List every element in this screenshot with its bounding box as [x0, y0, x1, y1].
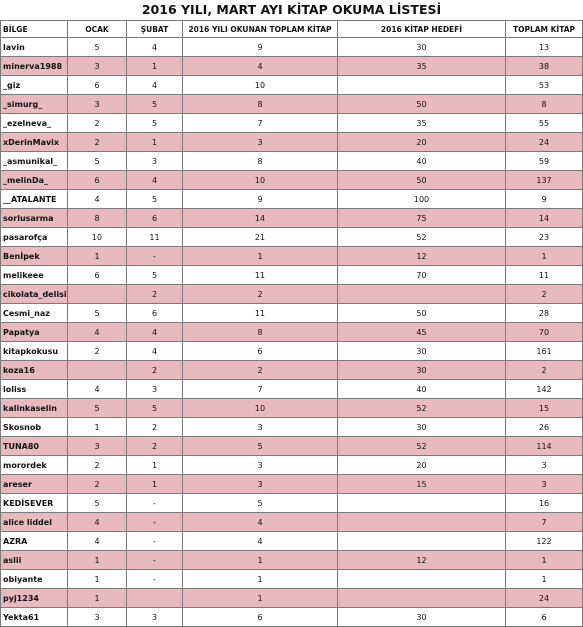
cell-total-books: 9 — [506, 190, 583, 209]
table-row — [1, 95, 583, 114]
cell-year-total: 11 — [183, 304, 338, 323]
cell-year-goal: 12 — [338, 247, 506, 266]
cell-year-goal — [338, 532, 506, 551]
cell-name: melikeee — [1, 266, 68, 285]
cell-year-goal: 20 — [338, 456, 506, 475]
header-name: BİLGE — [1, 21, 68, 38]
cell-february: 5 — [127, 266, 183, 285]
cell-name: areser — [1, 475, 68, 494]
cell-january: 1 — [68, 418, 127, 437]
table-row — [1, 399, 583, 418]
cell-february: - — [127, 570, 183, 589]
cell-total-books: 142 — [506, 380, 583, 399]
cell-year-total: 4 — [183, 532, 338, 551]
cell-total-books: 16 — [506, 494, 583, 513]
cell-january: 1 — [68, 589, 127, 608]
cell-year-goal: 35 — [338, 114, 506, 133]
cell-name: Cesmi_naz — [1, 304, 68, 323]
cell-february: 2 — [127, 418, 183, 437]
cell-january: 1 — [68, 247, 127, 266]
cell-total-books: 2 — [506, 285, 583, 304]
cell-name: TUNA80 — [1, 437, 68, 456]
cell-year-total: 7 — [183, 114, 338, 133]
cell-year-total: 10 — [183, 399, 338, 418]
cell-year-goal: 20 — [338, 133, 506, 152]
cell-name: aslii — [1, 551, 68, 570]
cell-name: alice liddel — [1, 513, 68, 532]
table-row — [1, 437, 583, 456]
cell-total-books: 53 — [506, 76, 583, 95]
cell-total-books: 24 — [506, 589, 583, 608]
cell-total-books: 14 — [506, 209, 583, 228]
cell-january: 3 — [68, 95, 127, 114]
table-body — [1, 38, 583, 627]
cell-name: Skosnob — [1, 418, 68, 437]
cell-year-goal: 40 — [338, 380, 506, 399]
table-row — [1, 114, 583, 133]
cell-name: Benİpek — [1, 247, 68, 266]
cell-total-books: 122 — [506, 532, 583, 551]
cell-total-books: 6 — [506, 608, 583, 627]
cell-february — [127, 589, 183, 608]
cell-total-books: 1 — [506, 551, 583, 570]
cell-february: - — [127, 551, 183, 570]
cell-year-total: 1 — [183, 589, 338, 608]
cell-total-books: 2 — [506, 361, 583, 380]
cell-year-total: 3 — [183, 133, 338, 152]
cell-february: 1 — [127, 456, 183, 475]
cell-total-books: 3 — [506, 456, 583, 475]
cell-name: _asmunikal_ — [1, 152, 68, 171]
cell-january: 5 — [68, 152, 127, 171]
cell-name: koza16 — [1, 361, 68, 380]
cell-january: 4 — [68, 190, 127, 209]
header-year-total: 2016 YILI OKUNAN TOPLAM KİTAP — [183, 21, 338, 38]
cell-january: 4 — [68, 323, 127, 342]
cell-year-goal: 30 — [338, 418, 506, 437]
cell-name: morordek — [1, 456, 68, 475]
header-january: OCAK — [68, 21, 127, 38]
cell-year-total: 6 — [183, 608, 338, 627]
cell-year-total: 3 — [183, 475, 338, 494]
cell-name: kalinkaselin — [1, 399, 68, 418]
cell-total-books: 1 — [506, 570, 583, 589]
cell-total-books: 8 — [506, 95, 583, 114]
cell-name: _giz — [1, 76, 68, 95]
cell-january: 4 — [68, 513, 127, 532]
cell-february: 6 — [127, 304, 183, 323]
table-row — [1, 228, 583, 247]
table-row — [1, 570, 583, 589]
table-row — [1, 57, 583, 76]
cell-january: 1 — [68, 551, 127, 570]
cell-name: _ezelneva_ — [1, 114, 68, 133]
cell-year-goal: 30 — [338, 361, 506, 380]
cell-year-goal: 75 — [338, 209, 506, 228]
cell-year-goal: 15 — [338, 475, 506, 494]
cell-january: 2 — [68, 114, 127, 133]
table-row — [1, 418, 583, 437]
cell-year-goal: 35 — [338, 57, 506, 76]
cell-name: minerva1988 — [1, 57, 68, 76]
table-row — [1, 342, 583, 361]
page-title: 2016 YILI, MART AYI KİTAP OKUMA LİSTESİ — [141, 2, 442, 17]
cell-total-books: 11 — [506, 266, 583, 285]
cell-total-books: 15 — [506, 399, 583, 418]
table-row — [1, 589, 583, 608]
cell-year-goal: 45 — [338, 323, 506, 342]
cell-year-total: 4 — [183, 57, 338, 76]
cell-total-books: 70 — [506, 323, 583, 342]
cell-january: 5 — [68, 494, 127, 513]
table-row — [1, 209, 583, 228]
table-row — [1, 494, 583, 513]
cell-total-books: 114 — [506, 437, 583, 456]
cell-january: 3 — [68, 437, 127, 456]
cell-february: 2 — [127, 285, 183, 304]
cell-february: - — [127, 532, 183, 551]
cell-year-goal — [338, 589, 506, 608]
cell-year-goal: 50 — [338, 95, 506, 114]
cell-february: 1 — [127, 133, 183, 152]
cell-year-goal — [338, 570, 506, 589]
cell-year-total: 14 — [183, 209, 338, 228]
cell-february: 2 — [127, 361, 183, 380]
cell-year-total: 8 — [183, 152, 338, 171]
cell-february: 3 — [127, 152, 183, 171]
cell-total-books: 24 — [506, 133, 583, 152]
cell-year-goal: 52 — [338, 399, 506, 418]
cell-february: - — [127, 513, 183, 532]
cell-january — [68, 285, 127, 304]
cell-name: pasarofça — [1, 228, 68, 247]
cell-february: 3 — [127, 608, 183, 627]
cell-february: 2 — [127, 437, 183, 456]
table-row — [1, 323, 583, 342]
cell-february: 4 — [127, 171, 183, 190]
cell-name: pyj1234 — [1, 589, 68, 608]
cell-total-books: 161 — [506, 342, 583, 361]
table-row — [1, 190, 583, 209]
cell-name: lavin — [1, 38, 68, 57]
cell-year-total: 8 — [183, 95, 338, 114]
cell-year-total: 4 — [183, 513, 338, 532]
table-row — [1, 456, 583, 475]
cell-february: 5 — [127, 190, 183, 209]
cell-january — [68, 361, 127, 380]
cell-year-total: 3 — [183, 418, 338, 437]
cell-february: 1 — [127, 475, 183, 494]
cell-year-total: 1 — [183, 570, 338, 589]
cell-year-total: 6 — [183, 342, 338, 361]
table-row — [1, 152, 583, 171]
cell-year-goal: 70 — [338, 266, 506, 285]
cell-february: 4 — [127, 38, 183, 57]
cell-year-goal: 30 — [338, 38, 506, 57]
cell-year-goal — [338, 494, 506, 513]
cell-january: 6 — [68, 171, 127, 190]
table-row — [1, 551, 583, 570]
table-row — [1, 475, 583, 494]
cell-year-goal: 40 — [338, 152, 506, 171]
cell-february: 4 — [127, 323, 183, 342]
cell-year-total: 7 — [183, 380, 338, 399]
table-row — [1, 133, 583, 152]
cell-name: loliss — [1, 380, 68, 399]
cell-year-total: 10 — [183, 171, 338, 190]
cell-year-goal — [338, 285, 506, 304]
cell-name: __ATALANTE — [1, 190, 68, 209]
cell-year-total: 8 — [183, 323, 338, 342]
cell-year-goal — [338, 76, 506, 95]
cell-year-goal — [338, 513, 506, 532]
cell-year-goal: 30 — [338, 342, 506, 361]
cell-february: 4 — [127, 76, 183, 95]
cell-february: 5 — [127, 399, 183, 418]
cell-year-goal: 52 — [338, 228, 506, 247]
cell-name: _simurg_ — [1, 95, 68, 114]
cell-year-total: 1 — [183, 551, 338, 570]
cell-year-total: 5 — [183, 494, 338, 513]
cell-february: 6 — [127, 209, 183, 228]
cell-total-books: 7 — [506, 513, 583, 532]
cell-year-total: 2 — [183, 361, 338, 380]
cell-january: 4 — [68, 532, 127, 551]
table-row — [1, 380, 583, 399]
cell-name: kitapkokusu — [1, 342, 68, 361]
cell-name: cikolata_delisi — [1, 285, 68, 304]
cell-total-books: 55 — [506, 114, 583, 133]
cell-total-books: 3 — [506, 475, 583, 494]
cell-name: obiyante — [1, 570, 68, 589]
table-row — [1, 608, 583, 627]
cell-total-books: 38 — [506, 57, 583, 76]
cell-year-total: 9 — [183, 190, 338, 209]
cell-name: KEDİSEVER — [1, 494, 68, 513]
table-row — [1, 285, 583, 304]
cell-name: sorlusarma — [1, 209, 68, 228]
cell-year-goal: 12 — [338, 551, 506, 570]
table-row — [1, 532, 583, 551]
cell-year-goal: 50 — [338, 304, 506, 323]
cell-year-total: 1 — [183, 247, 338, 266]
table-row — [1, 247, 583, 266]
header-year-goal: 2016 KİTAP HEDEFİ — [338, 21, 506, 38]
cell-february: 1 — [127, 57, 183, 76]
cell-january: 5 — [68, 304, 127, 323]
cell-january: 2 — [68, 475, 127, 494]
header-row — [1, 21, 583, 38]
table-row — [1, 361, 583, 380]
cell-total-books: 13 — [506, 38, 583, 57]
cell-total-books: 1 — [506, 247, 583, 266]
cell-february: - — [127, 247, 183, 266]
cell-total-books: 26 — [506, 418, 583, 437]
header-february: ŞUBAT — [127, 21, 183, 38]
cell-name: AZRA — [1, 532, 68, 551]
cell-january: 8 — [68, 209, 127, 228]
cell-january: 6 — [68, 266, 127, 285]
cell-january: 1 — [68, 570, 127, 589]
cell-january: 3 — [68, 57, 127, 76]
cell-january: 2 — [68, 133, 127, 152]
cell-year-goal: 50 — [338, 171, 506, 190]
table-row — [1, 304, 583, 323]
cell-year-total: 10 — [183, 76, 338, 95]
table-row — [1, 38, 583, 57]
cell-february: 11 — [127, 228, 183, 247]
cell-february: - — [127, 494, 183, 513]
cell-february: 5 — [127, 114, 183, 133]
cell-february: 5 — [127, 95, 183, 114]
cell-total-books: 23 — [506, 228, 583, 247]
table-row — [1, 171, 583, 190]
cell-january: 10 — [68, 228, 127, 247]
reading-list-table — [0, 20, 583, 627]
table-row — [1, 76, 583, 95]
cell-year-total: 3 — [183, 456, 338, 475]
cell-year-goal: 30 — [338, 608, 506, 627]
cell-january: 4 — [68, 380, 127, 399]
cell-total-books: 137 — [506, 171, 583, 190]
cell-name: Yekta61 — [1, 608, 68, 627]
cell-january: 3 — [68, 608, 127, 627]
cell-year-goal: 100 — [338, 190, 506, 209]
cell-year-total: 5 — [183, 437, 338, 456]
cell-year-total: 9 — [183, 38, 338, 57]
table-row — [1, 513, 583, 532]
header-total-books: TOPLAM KİTAP — [506, 21, 583, 38]
cell-january: 6 — [68, 76, 127, 95]
cell-name: Papatya — [1, 323, 68, 342]
cell-year-total: 2 — [183, 285, 338, 304]
cell-january: 5 — [68, 399, 127, 418]
cell-january: 2 — [68, 342, 127, 361]
cell-january: 2 — [68, 456, 127, 475]
cell-total-books: 59 — [506, 152, 583, 171]
cell-total-books: 28 — [506, 304, 583, 323]
cell-year-total: 11 — [183, 266, 338, 285]
cell-february: 4 — [127, 342, 183, 361]
table-row — [1, 266, 583, 285]
cell-january: 5 — [68, 38, 127, 57]
cell-february: 3 — [127, 380, 183, 399]
cell-year-total: 21 — [183, 228, 338, 247]
cell-name: xDerinMavix — [1, 133, 68, 152]
cell-year-goal: 52 — [338, 437, 506, 456]
cell-name: _melinDa_ — [1, 171, 68, 190]
